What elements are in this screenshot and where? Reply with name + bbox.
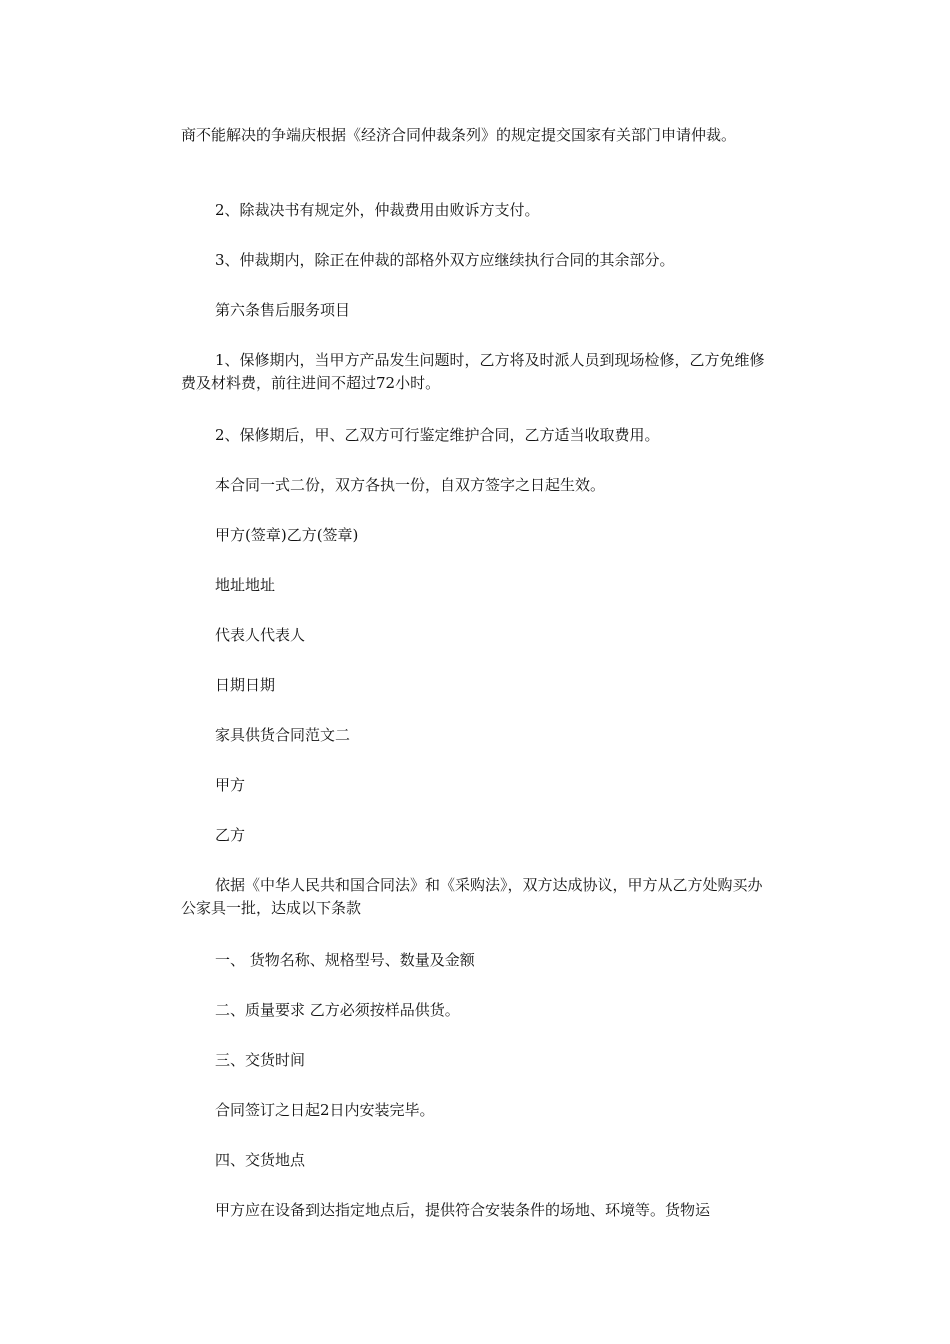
paragraph-warranty-period: 1、保修期内，当甲方产品发生问题时，乙方将及时派人员到现场检修，乙方免维修费及材料费，前往进间不超过72小时。 [181, 351, 765, 392]
representative-line: 代表人代表人 [215, 626, 306, 644]
clause-goods: 一、 货物名称、规格型号、数量及金额 [215, 951, 475, 969]
signature-line: 甲方(签章)乙方(签章) [215, 526, 359, 544]
clause-quality: 二、质量要求 乙方必须按样品供货。 [215, 1001, 460, 1019]
paragraph-installation-time: 合同签订之日起2日内安装完毕。 [215, 1101, 435, 1119]
clause-delivery-time: 三、交货时间 [215, 1051, 306, 1069]
paragraph-arbitration-period: 3、仲裁期内，除正在仲裁的部格外双方应继续执行合同的其余部分。 [215, 251, 675, 269]
paragraph-agreement-basis: 依据《中华人民共和国合同法》和《采购法》，双方达成协议，甲方从乙方处购买办公家具一批，达成以下条款 [181, 876, 763, 917]
section-heading-after-sales: 第六条售后服务项目 [215, 301, 351, 319]
party-a-line: 甲方 [215, 776, 246, 794]
section-title-sample-two: 家具供货合同范文二 [215, 726, 351, 744]
paragraph-arbitration-fee: 2、除裁决书有规定外，仲裁费用由败诉方支付。 [215, 201, 540, 219]
paragraph-contract-copies: 本合同一式二份，双方各执一份，自双方签字之日起生效。 [215, 476, 606, 494]
address-line: 地址地址 [215, 576, 276, 594]
paragraph-after-warranty: 2、保修期后，甲、乙双方可行鉴定维护合同，乙方适当收取费用。 [215, 426, 660, 444]
paragraph-site-conditions: 甲方应在设备到达指定地点后，提供符合安装条件的场地、环境等。货物运 [215, 1201, 711, 1219]
party-b-line: 乙方 [215, 826, 246, 844]
clause-delivery-location: 四、交货地点 [215, 1151, 306, 1169]
paragraph-arbitration-intro: 商不能解决的争端庆根据《经济合同仲裁条列》的规定提交国家有关部门申请仲裁。 [181, 126, 737, 144]
date-line: 日期日期 [215, 676, 276, 694]
